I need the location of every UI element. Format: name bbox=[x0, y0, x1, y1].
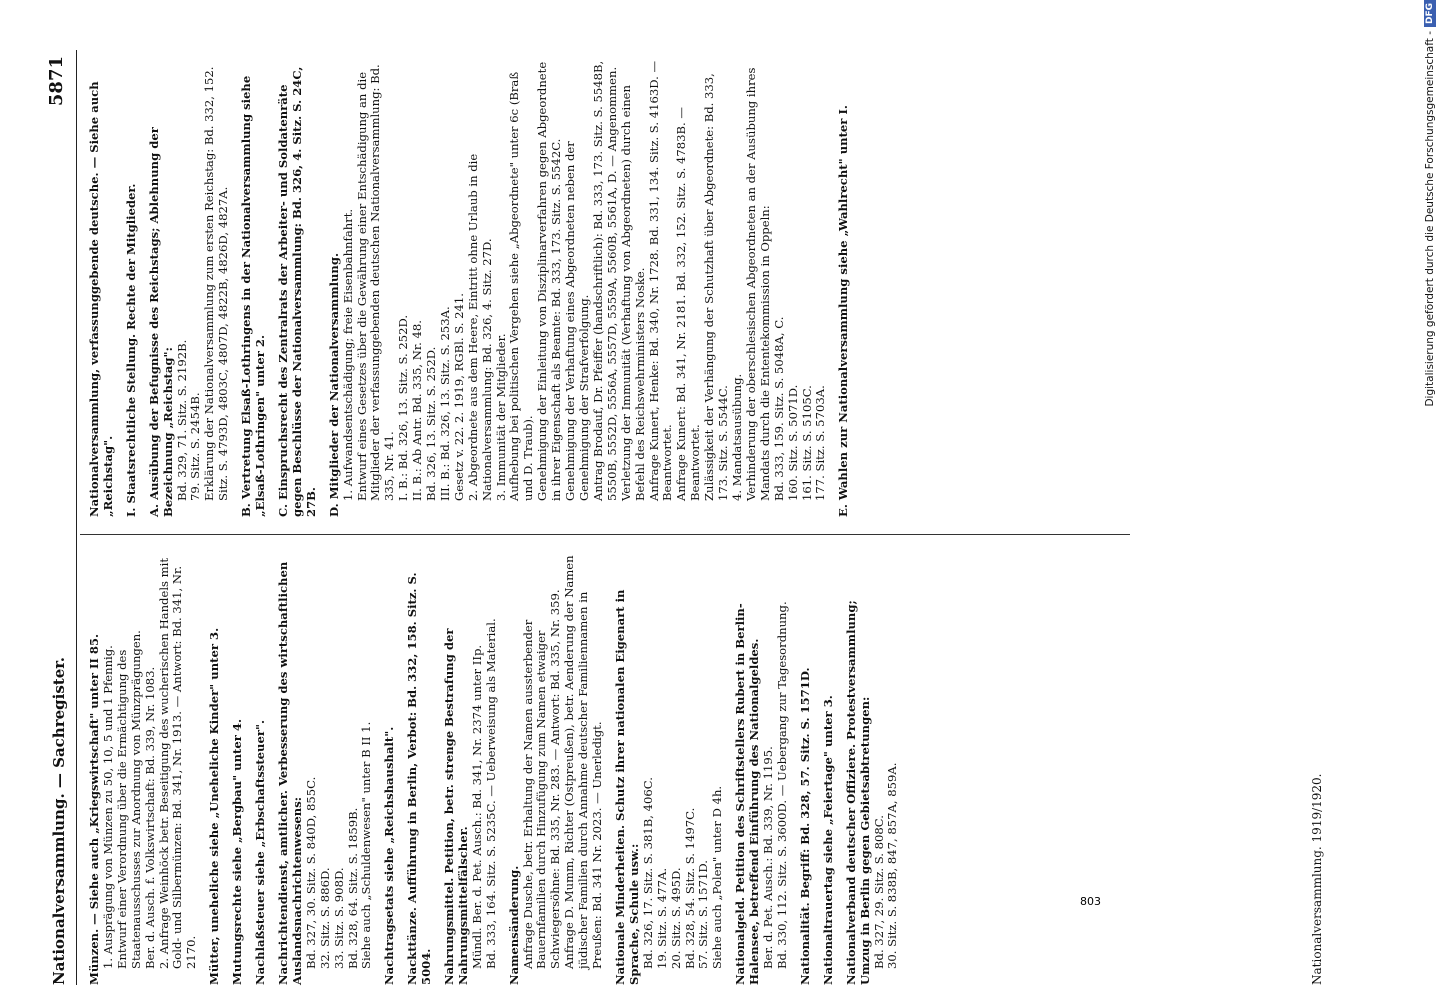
register-entry bbox=[822, 555, 836, 985]
credit-text: Digitalisierung gefördert durch die Deutsche Forschungsgemeinschaft - bbox=[1424, 31, 1436, 407]
entry-line: Anfrage Dusche, betr. Erhaltung der Namen aussterbender Bauernfamilien durch Hinzufügung zum Namen etwaiger Schwiegersöhne: Bd. 335, Nr. 283. — Antwort: Bd. 335, Nr. 359. bbox=[520, 589, 563, 969]
entry-line: 3. Immunität der Mitglieder. bbox=[493, 333, 508, 501]
page-number: 5871 bbox=[46, 56, 67, 107]
entry-line: Bd. 329, 71. Sitz. S. 2192B. bbox=[174, 339, 189, 501]
entry-line: Siehe auch „Polen" unter D 4h. bbox=[710, 785, 725, 969]
register-entry bbox=[837, 57, 851, 517]
entry-line: 160. Sitz. S. 5071D. bbox=[785, 384, 800, 501]
register-entry bbox=[508, 555, 605, 985]
entry-line: 30. Sitz. S. 838B, 847, 857A, 859A. bbox=[885, 762, 900, 969]
entry-line: Anfrage D. Mumm, Richter (Ostpreußen), betr. Aenderung der Namen jüdischer Familien durch Annahme deutscher Familiennamen in Preußen: Bd. 341 Nr. 2023. — Unerledigt. bbox=[562, 555, 605, 969]
register-entry bbox=[614, 555, 725, 985]
entry-line: Entwurf eines Gesetzes über die Gewährung einer Entschädigung an die Mitglieder der verfassunggebenden deutschen Nationalversammlung: Bd. 335, Nr. 41. bbox=[354, 64, 397, 501]
entry-heading: E. Wahlen zur Nationalversammlung siehe „Wahlrecht" unter I. bbox=[836, 105, 851, 517]
entry-line: Verhinderung der oberschlesischen Abgeordneten an der Ausübung ihres Mandats durch die Ententekommission in Oppeln: bbox=[743, 67, 772, 501]
entry-line: Entwurf einer Verordnung über die Ermächtigung des Staatenausschusses zur Anordnung von Münzprägungen. bbox=[114, 630, 143, 969]
entry-heading: Nachtragsetats siehe „Reichshaushalt". bbox=[382, 726, 397, 985]
entry-line: 2. Abgeordnete aus dem Heere, Eintritt ohne Urlaub in die Nationalversammlung: Bd. 326, 4. Sitz. 27D. bbox=[465, 153, 494, 501]
entry-heading: B. Vertretung Elsaß-Lothringens in der Nationalversammlung siehe „Elsaß-Lothringen" unter 2. bbox=[239, 75, 268, 517]
register-entry bbox=[443, 555, 499, 985]
entry-line: Bd. 327, 29. Sitz. S. 808C. bbox=[871, 815, 886, 969]
entry-line: Genehmigung der Verhaftung eines Abgeordneten neben der Genehmigung der Strafverfolgung. bbox=[563, 141, 591, 501]
entry-line: Siehe auch „Schuldenwesen" unter B II 1. bbox=[359, 721, 374, 969]
entry-line: 4. Mandatsausübung. bbox=[729, 373, 744, 501]
footer-note: Nationalversammlung. 1919/1920. bbox=[1310, 773, 1324, 985]
dfg-logo: DFG bbox=[1424, 0, 1436, 27]
entry-line: 20. Sitz. S. 495D. bbox=[668, 867, 683, 969]
entry-heading: Nationalverband deutscher Offiziere. Protestversammlung; Umzug in Berlin gegen Gebietsabtretungen: bbox=[843, 600, 872, 985]
entry-heading: Nationale Minderheiten. Schutz ihrer nationalen Eigenart in Sprache, Schule usw.: bbox=[613, 589, 641, 985]
entry-heading: Nackttänze. Aufführung in Berlin, Verbot: Bd. 332, 158. Sitz. S. 5004. bbox=[405, 572, 434, 985]
entry-line: 57. Sitz. S. 1571D. bbox=[696, 860, 711, 969]
entry-line: Genehmigung der Einleitung von Disziplinarverfahren gegen Abgeordnete in ihrer Eigenschaft als Beamte: Bd. 333, 173. Sitz. S. 5542C. bbox=[535, 61, 564, 501]
entry-line: Mündl. Ber. d. Pet. Ausch.: Bd. 341, Nr. 2374 unter IIp. bbox=[469, 644, 484, 969]
entry-heading: Nachlaßsteuer siehe „Erbschaftssteuer". bbox=[253, 719, 268, 985]
entry-line: III. B.: Bd. 326, 13. Sitz. S. 253A. bbox=[437, 306, 452, 501]
entry-heading: Namensänderung. bbox=[506, 865, 521, 985]
entry-line: 177. Sitz. S. 5703A. bbox=[813, 385, 828, 501]
entry-line: 1. Aufwandsentschädigung; freie Eisenbahnfahrt. bbox=[340, 208, 355, 501]
rotated-document bbox=[40, 50, 1390, 985]
page-header bbox=[46, 50, 78, 985]
entry-heading: Nachrichtendienst, amtlicher. Verbesserung des wirtschaftlichen Auslandsnachrichtenwesens: bbox=[275, 561, 304, 985]
entry-line: Anfrage Kunert: Bd. 341, Nr. 2181. Bd. 332, 152. Sitz. S. 4783B. — Beantwortet. bbox=[674, 106, 703, 501]
entry-line: Bd. 327, 30. Sitz. S. 840D, 855C. bbox=[303, 776, 318, 969]
register-entry bbox=[734, 555, 790, 985]
entry-heading: Mütter, uneheliche siehe „Uneheliche Kinder" unter 3. bbox=[207, 627, 222, 985]
entry-line: 161. Sitz. S. 5105C. bbox=[799, 385, 814, 501]
footer-page-number: 803 bbox=[1080, 895, 1101, 908]
register-entry bbox=[208, 555, 222, 985]
column-divider bbox=[80, 534, 1130, 535]
register-entry bbox=[799, 555, 813, 985]
register-entry bbox=[383, 555, 397, 985]
entry-heading: Nationalgeld. Petition des Schriftstellers Rubert in Berlin-Halensee, betreffend Einführung des Nationalgeldes. bbox=[733, 603, 762, 985]
register-entry bbox=[125, 57, 139, 517]
entry-line: 32. Sitz. S. 886D. bbox=[317, 867, 332, 969]
register-entry bbox=[231, 555, 245, 985]
register-entry bbox=[277, 57, 319, 517]
entry-line: Bd. 333, 159. Sitz. S. 5048A, C. bbox=[771, 316, 786, 501]
entry-heading: Mutungsrechte siehe „Bergbau" unter 4. bbox=[230, 718, 245, 985]
entry-heading: Nationalversammlung, verfassunggebende deutsche. — Siehe auch „Reichstag". bbox=[87, 81, 115, 517]
entry-heading: Nationalität. Begriff: Bd. 328, 57. Sitz. S. 1571D. bbox=[797, 667, 812, 985]
digitization-credit bbox=[1424, 0, 1436, 990]
register-entry bbox=[328, 57, 829, 517]
entry-heading: Nahrungsmittel. Petition, betr. strenge Bestrafung der Nahrungsmittelfälscher. bbox=[442, 628, 470, 985]
entry-heading: Nationaltrauertag siehe „Feiertage" unter 3. bbox=[820, 695, 835, 985]
entry-line: Antrag Brodauf, Dr. Pfeiffer (handschriftlich): Bd. 333, 173. Sitz. S. 5548B, 5550B, 5552D, 5556A, 5557D, 5559A, 5560B, 5561A, D. — Angenommen. bbox=[590, 60, 619, 501]
register-entry bbox=[406, 555, 434, 985]
entry-line: 19. Sitz. S. 477A. bbox=[654, 868, 669, 969]
running-head: Nationalversammlung. — Sachregister. bbox=[50, 656, 68, 985]
register-entry bbox=[88, 555, 199, 985]
entry-line: Anfrage Kunert, Henke: Bd. 340, Nr. 1728. Bd. 331, 134. Sitz. S. 4163D. — Beantwortet. bbox=[646, 60, 675, 501]
entry-line: Ber. d. Pet. Ausch.: Bd. 339, Nr. 1195. bbox=[761, 746, 776, 969]
header-rule bbox=[76, 50, 77, 985]
entry-line: I. B.: Bd. 326, 13. Sitz. S. 252D. bbox=[396, 314, 411, 501]
entry-line: Zulässigkeit der Verhängung der Schutzhaft über Abgeordnete: Bd. 333, 173. Sitz. S. 5544C. bbox=[702, 73, 731, 501]
entry-line: Verletzung der Immunität (Verhaftung von Abgeordneten) durch einen Befehl des Reichswehrministers Noske. bbox=[618, 85, 647, 501]
right-column bbox=[88, 57, 860, 517]
entry-line: Bd. 330, 112. Sitz. S. 3600D. — Uebergang zur Tagesordnung. bbox=[774, 601, 789, 969]
entry-heading: I. Staatsrechtliche Stellung. Rechte der Mitglieder. bbox=[123, 183, 138, 517]
entry-line: 33. Sitz. S. 908D. bbox=[331, 867, 346, 969]
entry-line: Bd. 326, 13. Sitz. S. 252D. bbox=[424, 346, 439, 501]
entry-heading: Münzen. — Siehe auch „Kriegswirtschaft" unter II 85. bbox=[87, 633, 101, 985]
entry-line: Ber. d. Ausch. f. Volkswirtschaft: Bd. 339, Nr. 1083. bbox=[142, 666, 157, 969]
left-column bbox=[88, 555, 909, 985]
entry-line: Aufhebung bei politischen Vergehen siehe „Abgeordnete" unter 6c (Braß und D. Traub). bbox=[507, 71, 536, 501]
entry-line: II. B.: Ab Antr. Bd. 335, Nr. 48. bbox=[410, 320, 425, 501]
entry-line: Bd. 328, 54. Sitz. S. 1497C. bbox=[682, 807, 697, 969]
register-entry bbox=[845, 555, 901, 985]
entry-line: Erklärung der Nationalversammlung zum ersten Reichstag: Bd. 332, 152. Sitz. S. 4793D, 4803C, 4807D, 4822B, 4826D, 4827A. bbox=[202, 66, 231, 501]
entry-heading: D. Mitglieder der Nationalversammlung. bbox=[326, 252, 341, 517]
entry-line: Bd. 333, 164. Sitz. S. 5235C. — Ueberweisung als Material. bbox=[483, 618, 498, 969]
entry-line: 1. Ausprägung von Münzen zu 50, 10, 5 und 1 Pfennig. bbox=[100, 645, 115, 969]
entry-heading: C. Einspruchsrecht des Zentralrats der Arbeiter- und Soldatenräte gegen Beschlüsse der Nationalversammlung: Bd. 326, 4. Sitz. S. 24C, 27B. bbox=[275, 66, 318, 517]
entry-line: Bd. 326, 17. Sitz. S. 381B, 406C. bbox=[640, 777, 655, 969]
entry-line: Bd. 328, 64. Sitz. S. 1859B. bbox=[345, 807, 360, 969]
entry-line: 2. Anfrage Weinhöck betr. Beseitigung des wucherischen Handels mit Gold- und Silbermünzen: Bd. 341, Nr. 1913. — Antwort: Bd. 341, Nr. 2170. bbox=[156, 557, 199, 969]
register-entry bbox=[148, 57, 231, 517]
entry-line: 79. Sitz. S. 2454B. bbox=[188, 392, 203, 501]
register-entry bbox=[254, 555, 268, 985]
entry-line: Gesetz v. 22. 2. 1919, RGBl. S. 241. bbox=[451, 293, 466, 501]
register-entry bbox=[240, 57, 268, 517]
entry-heading: A. Ausübung der Befugnisse des Reichstags; Ablehnung der Bezeichnung „Reichstag": bbox=[146, 127, 175, 517]
register-entry bbox=[88, 57, 116, 517]
register-entry bbox=[277, 555, 374, 985]
